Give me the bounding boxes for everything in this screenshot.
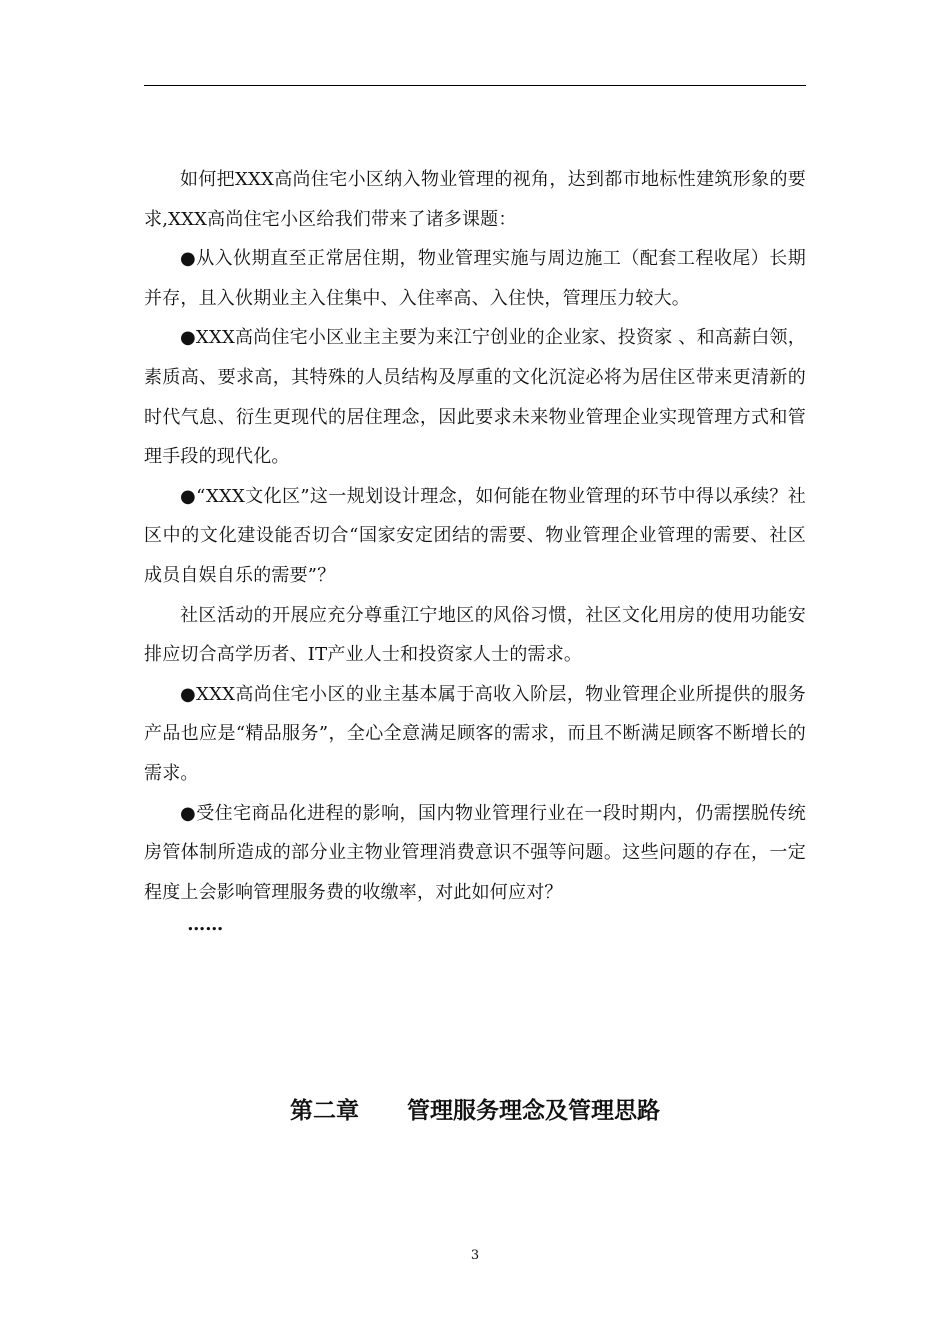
bullet-paragraph-fee-collection: ●受住宅商品化进程的影响，国内物业管理行业在一段时期内，仍需摆脱传统房管体制所造成的部分业主物业管理消费意识不强等问题。这些问题的存在，一定程度上会影响管理服务费的收缴率，对此如何应对？ — [144, 802, 806, 903]
ellipsis: …… — [187, 914, 224, 936]
chapter-title: 管理服务理念及管理思路 — [407, 1098, 660, 1124]
chapter-number: 第二章 — [290, 1098, 359, 1124]
community-activities-paragraph: 社区活动的开展应充分尊重江宁地区的风俗习惯，社区文化用房的使用功能安排应切合高学历者、IT产业人士和投资家人士的需求。 — [144, 604, 806, 666]
body-text — [144, 160, 806, 938]
chapter-heading — [144, 1091, 806, 1131]
intro-paragraph: 如何把XXX高尚住宅小区纳入物业管理的视角，达到都市地标性建筑形象的要求,XXX高尚住宅小区给我们带来了诸多课题： — [144, 169, 806, 230]
header-rule — [144, 85, 806, 86]
bullet-paragraph-owners: ●XXX高尚住宅小区业主主要为来江宁创业的企业家、投资家 、和高薪白领，素质高、要求高，其特殊的人员结构及厚重的文化沉淀必将为居住区带来更清新的时代气息、衍生更现代的居住理念，因此要求未来物业管理企业实现管理方式和管理手段的现代化。 — [144, 327, 806, 468]
bullet-paragraph-premium-service: ●XXX高尚住宅小区的业主基本属于高收入阶层，物业管理企业所提供的服务产品也应是“精品服务”，全心全意满足顾客的需求，而且不断满足顾客不断增长的需求。 — [144, 683, 806, 784]
page-number: 3 — [470, 1248, 480, 1263]
bullet-paragraph-move-in: ●从入伙期直至正常居住期，物业管理实施与周边施工（配套工程收尾）长期并存，且入伙期业主入住集中、入住率高、入住快，管理压力较大。 — [144, 248, 806, 309]
bullet-paragraph-culture: ●“XXX文化区”这一规划设计理念，如何能在物业管理的环节中得以承续？社区中的文化建设能否切合“国家安定团结的需要、物业管理企业管理的需要、社区成员自娱自乐的需要”？ — [144, 485, 806, 586]
